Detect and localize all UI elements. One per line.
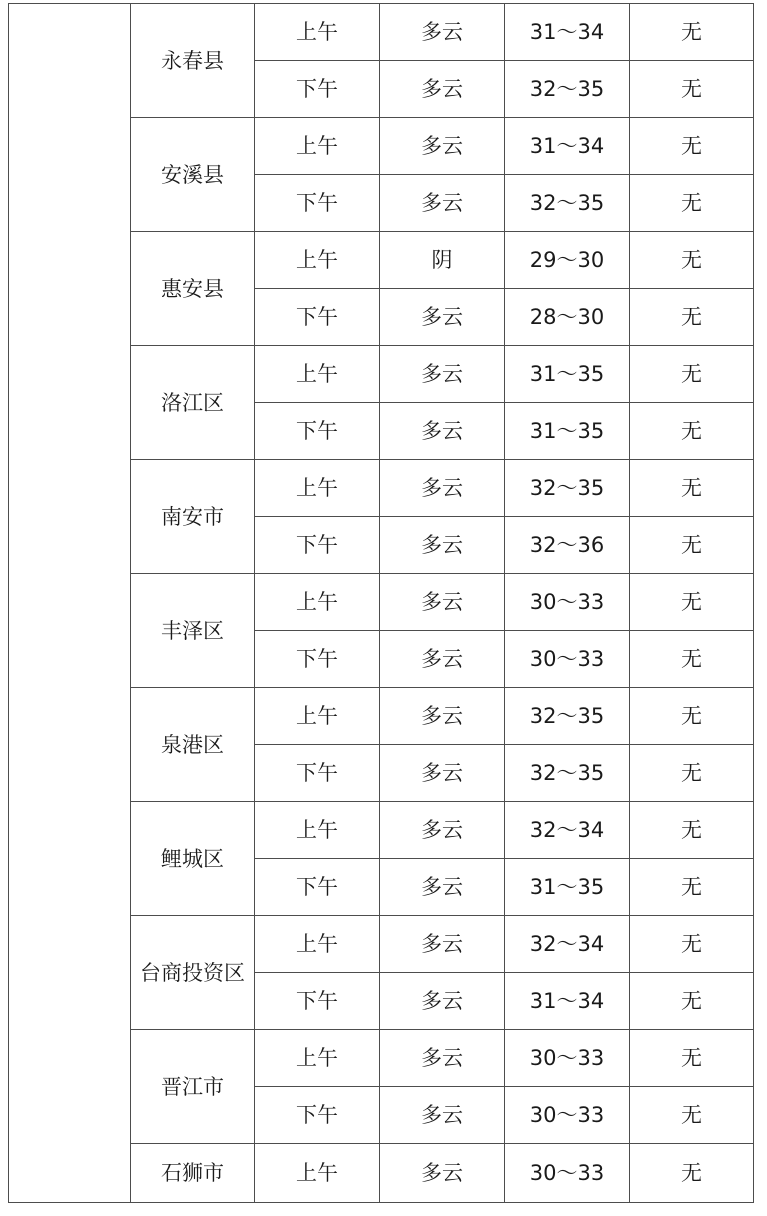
temperature-cell: 32～35 [505,61,630,118]
alert-cell: 无 [630,460,754,517]
period-cell: 下午 [255,289,380,346]
alert-cell: 无 [630,4,754,61]
region-name-cell: 永春县 [131,4,255,118]
temperature-cell: 32～35 [505,745,630,802]
alert-cell: 无 [630,232,754,289]
alert-cell: 无 [630,688,754,745]
temperature-cell: 32～35 [505,688,630,745]
alert-cell: 无 [630,403,754,460]
alert-cell: 无 [630,517,754,574]
period-cell: 下午 [255,973,380,1030]
alert-cell: 无 [630,973,754,1030]
weather-cell: 多云 [380,973,505,1030]
region-name-cell: 晋江市 [131,1030,255,1144]
weather-cell: 多云 [380,802,505,859]
alert-cell: 无 [630,175,754,232]
region-name-cell: 石狮市 [131,1144,255,1203]
weather-cell: 多云 [380,289,505,346]
temperature-cell: 31～34 [505,118,630,175]
weather-cell: 多云 [380,631,505,688]
blank-category-cell [9,4,131,1203]
region-name-cell: 南安市 [131,460,255,574]
period-cell: 下午 [255,175,380,232]
region-name-cell: 丰泽区 [131,574,255,688]
period-cell: 下午 [255,61,380,118]
period-cell: 下午 [255,745,380,802]
weather-cell: 多云 [380,574,505,631]
period-cell: 下午 [255,517,380,574]
table-row [9,4,754,61]
weather-cell: 多云 [380,460,505,517]
alert-cell: 无 [630,574,754,631]
temperature-cell: 30～33 [505,1030,630,1087]
weather-cell: 多云 [380,1030,505,1087]
period-cell: 上午 [255,460,380,517]
weather-cell: 多云 [380,118,505,175]
alert-cell: 无 [630,802,754,859]
weather-cell: 多云 [380,517,505,574]
alert-cell: 无 [630,1087,754,1144]
temperature-cell: 32～35 [505,460,630,517]
region-name-cell: 鲤城区 [131,802,255,916]
period-cell: 上午 [255,1030,380,1087]
temperature-cell: 31～35 [505,859,630,916]
weather-cell: 多云 [380,745,505,802]
alert-cell: 无 [630,745,754,802]
weather-cell: 多云 [380,61,505,118]
alert-cell: 无 [630,346,754,403]
weather-cell: 阴 [380,232,505,289]
period-cell: 下午 [255,1087,380,1144]
weather-cell: 多云 [380,175,505,232]
alert-cell: 无 [630,61,754,118]
alert-cell: 无 [630,1144,754,1203]
region-name-cell: 泉港区 [131,688,255,802]
temperature-cell: 31～35 [505,346,630,403]
period-cell: 上午 [255,574,380,631]
temperature-cell: 32～36 [505,517,630,574]
table-body [9,4,754,1203]
region-name-cell: 洛江区 [131,346,255,460]
alert-cell: 无 [630,1030,754,1087]
period-cell: 上午 [255,4,380,61]
weather-cell: 多云 [380,346,505,403]
period-cell: 上午 [255,688,380,745]
period-cell: 下午 [255,859,380,916]
weather-cell: 多云 [380,1087,505,1144]
period-cell: 上午 [255,1144,380,1203]
alert-cell: 无 [630,118,754,175]
weather-cell: 多云 [380,1144,505,1203]
region-name-cell: 惠安县 [131,232,255,346]
weather-cell: 多云 [380,916,505,973]
weather-cell: 多云 [380,4,505,61]
region-name-cell: 安溪县 [131,118,255,232]
period-cell: 下午 [255,631,380,688]
period-cell: 上午 [255,346,380,403]
period-cell: 上午 [255,118,380,175]
temperature-cell: 31～35 [505,403,630,460]
region-name-cell: 台商投资区 [131,916,255,1030]
temperature-cell: 32～34 [505,802,630,859]
temperature-cell: 30～33 [505,1087,630,1144]
alert-cell: 无 [630,631,754,688]
temperature-cell: 30～33 [505,1144,630,1203]
temperature-cell: 32～35 [505,175,630,232]
temperature-cell: 30～33 [505,631,630,688]
alert-cell: 无 [630,289,754,346]
temperature-cell: 30～33 [505,574,630,631]
weather-cell: 多云 [380,859,505,916]
alert-cell: 无 [630,916,754,973]
temperature-cell: 32～34 [505,916,630,973]
period-cell: 下午 [255,403,380,460]
weather-cell: 多云 [380,403,505,460]
temperature-cell: 29～30 [505,232,630,289]
period-cell: 上午 [255,232,380,289]
period-cell: 上午 [255,802,380,859]
temperature-cell: 31～34 [505,973,630,1030]
temperature-cell: 31～34 [505,4,630,61]
weather-forecast-table [8,3,754,1203]
alert-cell: 无 [630,859,754,916]
weather-cell: 多云 [380,688,505,745]
temperature-cell: 28～30 [505,289,630,346]
period-cell: 上午 [255,916,380,973]
